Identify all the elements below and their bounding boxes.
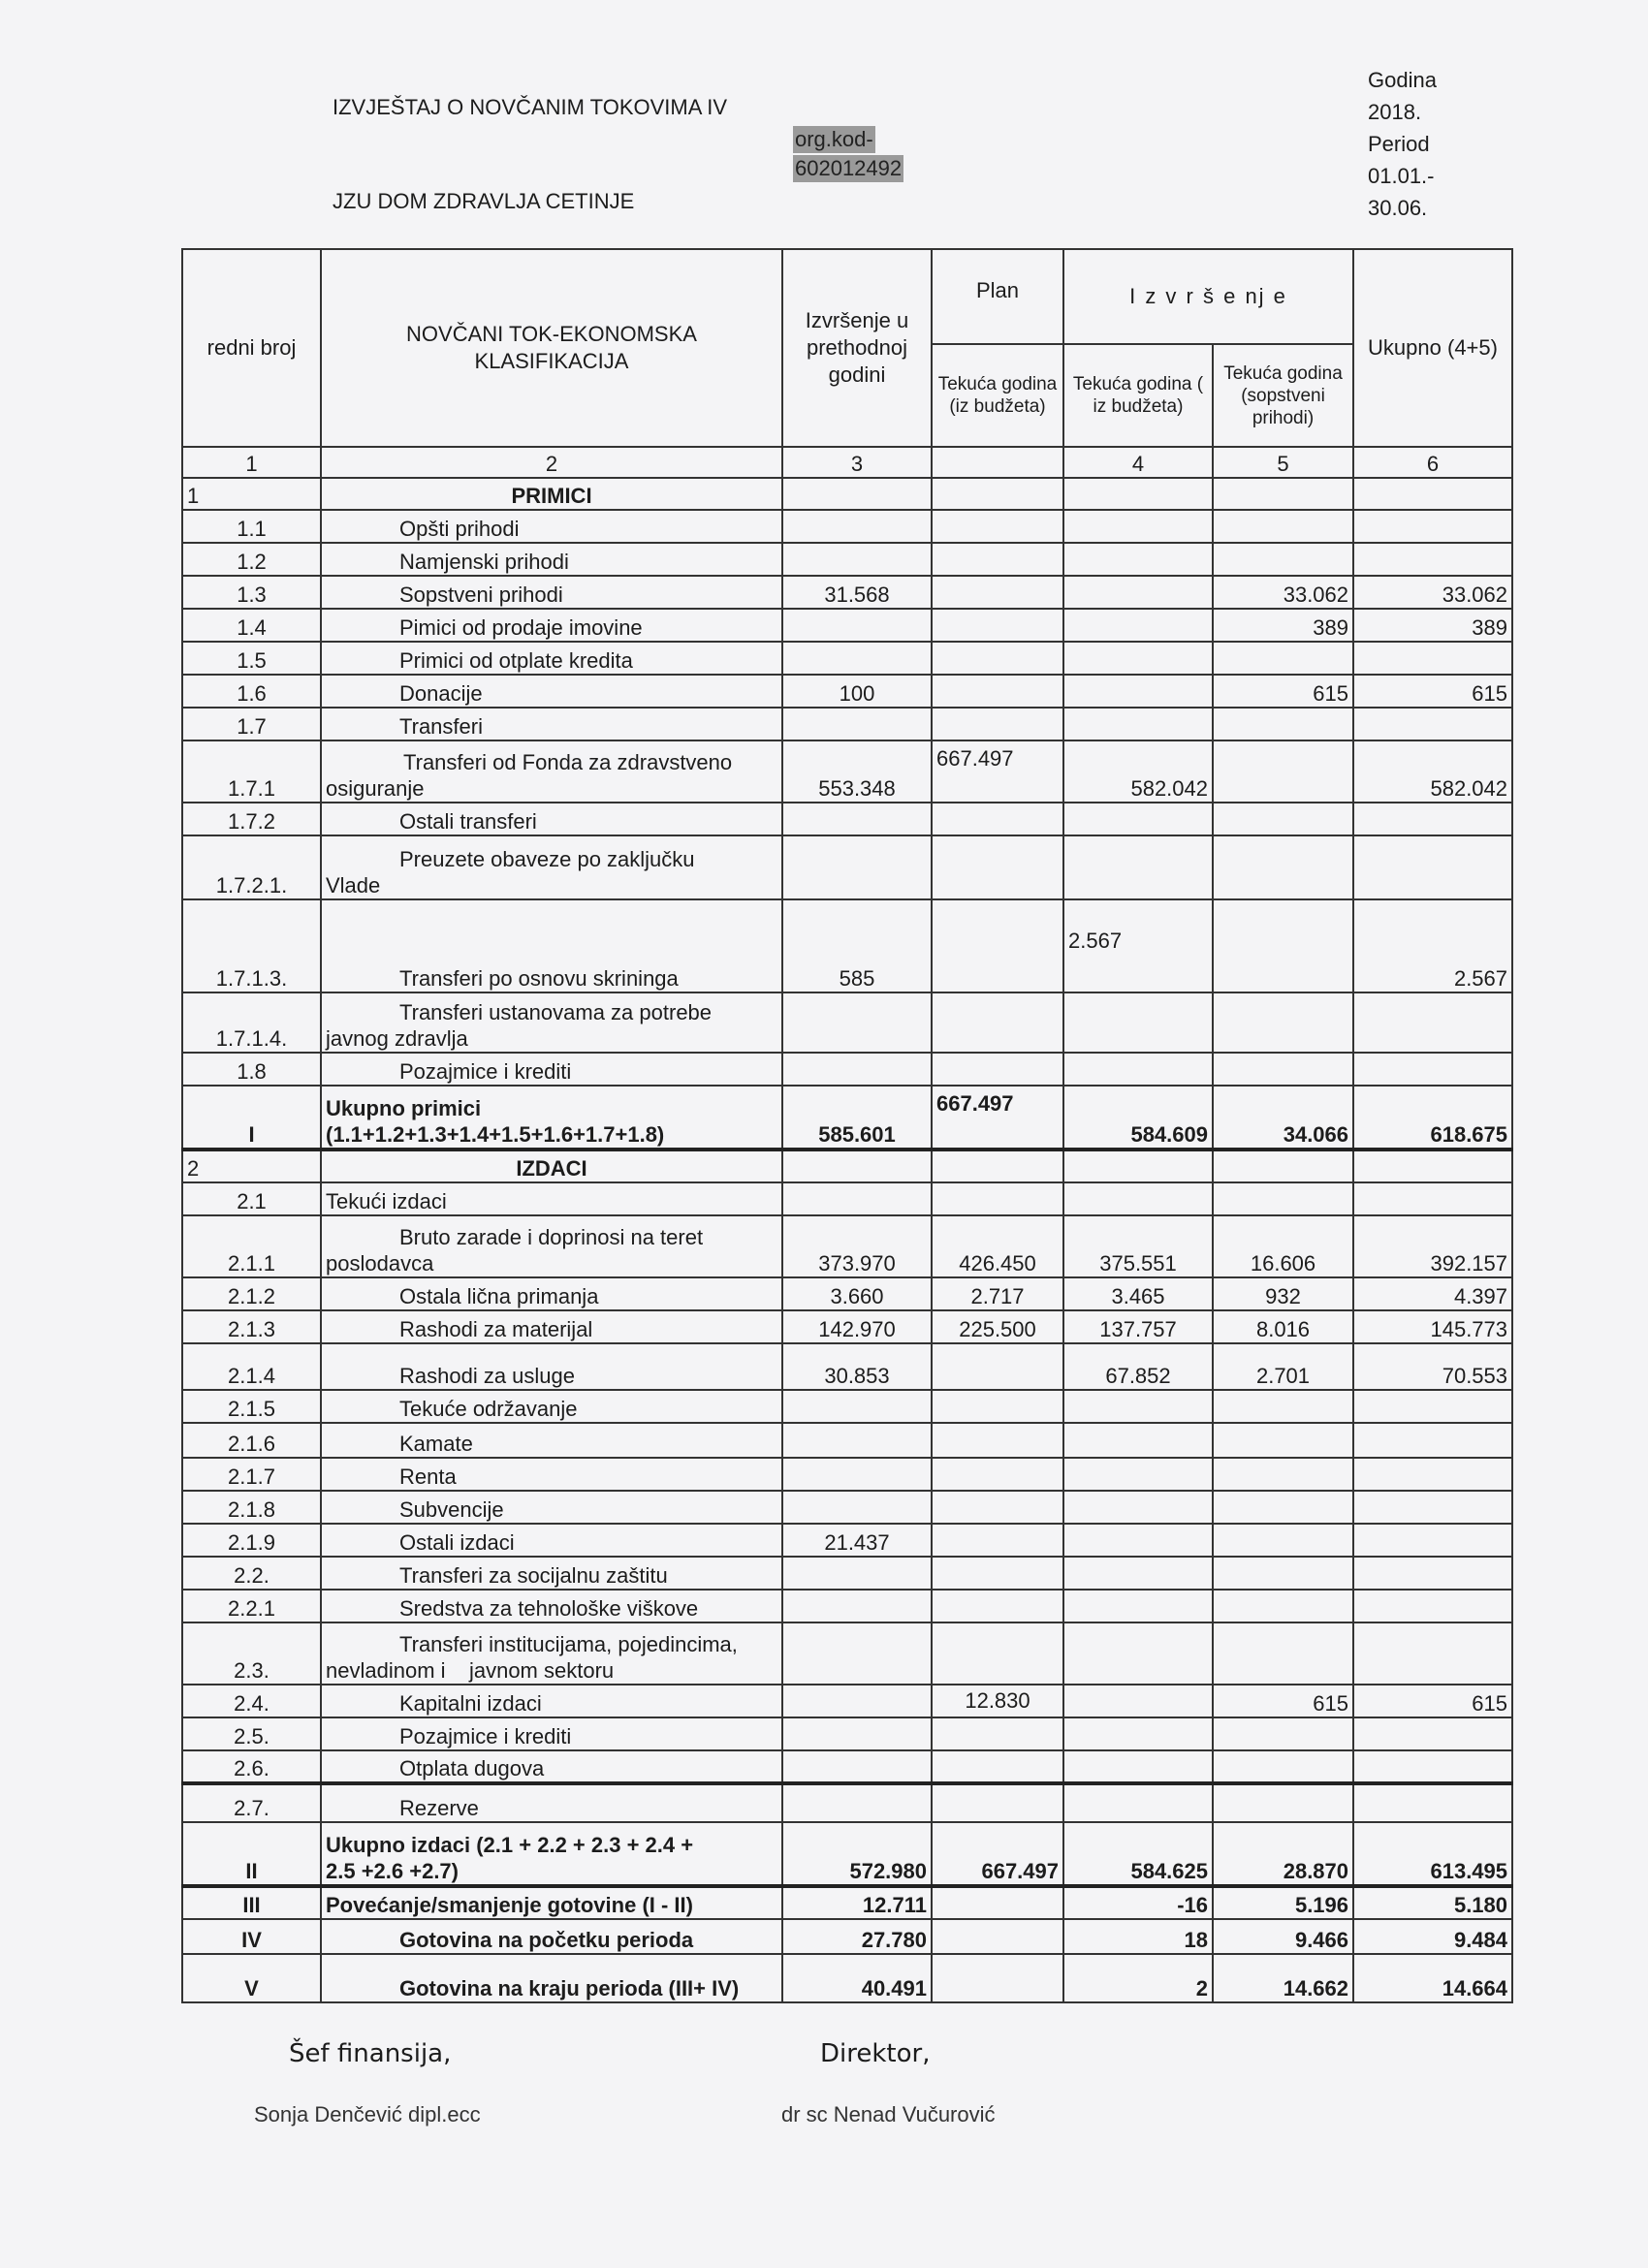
row-number: 2.1.3	[182, 1310, 321, 1343]
plan-value: 12.830	[932, 1685, 1063, 1717]
table-row	[182, 609, 1512, 642]
prev-year-value: 30.853	[782, 1343, 932, 1390]
total-value: 618.675	[1353, 1086, 1512, 1150]
row-label	[321, 1822, 782, 1886]
table-row	[182, 1458, 1512, 1491]
table-row	[182, 1919, 1512, 1954]
row-number: 2.1.7	[182, 1458, 321, 1491]
row-label-line: osiguranje	[326, 776, 425, 801]
budget-value: 375.551	[1063, 1215, 1213, 1277]
table-row	[182, 478, 1512, 510]
prev-year-value: 373.970	[782, 1215, 932, 1277]
section-heading: IZDACI	[321, 1150, 782, 1182]
own-revenue-value: 28.870	[1213, 1822, 1353, 1886]
budget-value: 584.625	[1063, 1822, 1213, 1886]
budget-value: 2.567	[1063, 899, 1213, 992]
col-redni-broj: redni broj	[182, 249, 321, 447]
row-label	[321, 1622, 782, 1685]
row-label: Namjenski prihodi	[321, 543, 782, 576]
total-value: 615	[1353, 675, 1512, 708]
table-row	[182, 835, 1512, 899]
prev-year-value: 12.711	[782, 1886, 932, 1919]
col-klasifikacija: NOVČANI TOK-EKONOMSKA KLASIFIKACIJA	[321, 249, 782, 447]
row-label-line: Ukupno primici	[326, 1096, 482, 1120]
row-number: 2.7.	[182, 1783, 321, 1822]
col-plan-sub: Tekuća godina (iz budžeta)	[932, 344, 1063, 447]
row-number: 2.1.8	[182, 1491, 321, 1524]
total-value: 14.664	[1353, 1954, 1512, 2002]
table-row	[182, 1150, 1512, 1182]
org-code-label: org.kod-	[795, 127, 873, 151]
own-revenue-value: 2.701	[1213, 1343, 1353, 1390]
row-number: 1.1	[182, 510, 321, 543]
row-number: 2.1	[182, 1182, 321, 1215]
row-number: 1.7.2.1.	[182, 835, 321, 899]
column-number-row	[182, 447, 1512, 478]
report-title: IZVJEŠTAJ O NOVČANIM TOKOVIMA IV	[333, 95, 728, 119]
prev-year-value: 21.437	[782, 1524, 932, 1557]
budget-value: 582.042	[1063, 740, 1213, 803]
row-label: Gotovina na početku perioda	[321, 1919, 782, 1954]
row-number: 2.6.	[182, 1750, 321, 1783]
row-number: II	[182, 1822, 321, 1886]
row-label-line: Bruto zarade i doprinosi na teret	[399, 1225, 704, 1249]
row-label: Povećanje/smanjenje gotovine (I - II)	[321, 1886, 782, 1919]
year-label: Godina	[1368, 68, 1437, 92]
row-label-line: Transferi od Fonda za zdravstveno	[403, 750, 733, 774]
row-label-line: javnog zdravlja	[326, 1026, 468, 1051]
table-row	[182, 1524, 1512, 1557]
row-number: 2	[182, 1150, 321, 1182]
row-label	[321, 1215, 782, 1277]
row-label: Transferi	[321, 708, 782, 740]
budget-value: 67.852	[1063, 1343, 1213, 1390]
prev-year-value: 142.970	[782, 1310, 932, 1343]
table-row	[182, 1685, 1512, 1717]
table-row	[182, 543, 1512, 576]
row-number: 1.4	[182, 609, 321, 642]
table-row	[182, 1277, 1512, 1310]
total-value: 615	[1353, 1685, 1512, 1717]
row-label: Rashodi za materijal	[321, 1310, 782, 1343]
row-label-line: 2.5 +2.6 +2.7)	[326, 1859, 459, 1883]
plan-value: 667.497	[932, 1086, 1063, 1150]
budget-value: -16	[1063, 1886, 1213, 1919]
table-row	[182, 1491, 1512, 1524]
table-row	[182, 1590, 1512, 1622]
row-label: Renta	[321, 1458, 782, 1491]
row-label	[321, 835, 782, 899]
row-label: Subvencije	[321, 1491, 782, 1524]
own-revenue-value: 8.016	[1213, 1310, 1353, 1343]
total-value: 389	[1353, 609, 1512, 642]
total-value: 70.553	[1353, 1343, 1512, 1390]
row-number: 2.2.1	[182, 1590, 321, 1622]
row-number: I	[182, 1086, 321, 1150]
row-label: Kamate	[321, 1423, 782, 1458]
row-number: 2.5.	[182, 1717, 321, 1750]
table-row	[182, 1717, 1512, 1750]
table-row	[182, 803, 1512, 835]
row-label-line: Vlade	[326, 873, 381, 898]
row-number: 1.3	[182, 576, 321, 609]
row-number: 1.7.1	[182, 740, 321, 803]
table-row	[182, 1557, 1512, 1590]
period-from: 01.01.-	[1368, 164, 1435, 188]
prev-year-value: 31.568	[782, 576, 932, 609]
col-number	[932, 447, 1063, 478]
row-label: Transferi po osnovu skrininga	[321, 899, 782, 992]
total-value: 33.062	[1353, 576, 1512, 609]
prev-year-value: 553.348	[782, 740, 932, 803]
own-revenue-value: 389	[1213, 609, 1353, 642]
row-label: Sredstva za tehnološke viškove	[321, 1590, 782, 1622]
prev-year-value: 3.660	[782, 1277, 932, 1310]
row-label-line: Preuzete obaveze po zaključku	[399, 847, 695, 871]
table-row	[182, 642, 1512, 675]
table-row	[182, 740, 1512, 803]
row-number: V	[182, 1954, 321, 2002]
table-row	[182, 1390, 1512, 1423]
col-number: 3	[782, 447, 932, 478]
row-number: 1.7.1.4.	[182, 992, 321, 1053]
table-row	[182, 1182, 1512, 1215]
table-row	[182, 675, 1512, 708]
row-label: Pimici od prodaje imovine	[321, 609, 782, 642]
table-row	[182, 1783, 1512, 1822]
col-number: 4	[1063, 447, 1213, 478]
prev-year-value: 27.780	[782, 1919, 932, 1954]
signature-left-title: Šef finansija,	[289, 2039, 452, 2068]
institution-name: JZU DOM ZDRAVLJA CETINJE	[333, 189, 635, 213]
total-value: 392.157	[1353, 1215, 1512, 1277]
col-number: 2	[321, 447, 782, 478]
period-label: Period	[1368, 132, 1430, 156]
row-label: Rezerve	[321, 1783, 782, 1822]
row-number: 2.1.1	[182, 1215, 321, 1277]
row-number: 1.8	[182, 1053, 321, 1086]
row-number: 2.2.	[182, 1557, 321, 1590]
period-block	[1368, 64, 1437, 224]
row-label-line: (1.1+1.2+1.3+1.4+1.5+1.6+1.7+1.8)	[326, 1122, 665, 1147]
table-row	[182, 1215, 1512, 1277]
row-label-line: Transferi ustanovama za potrebe	[399, 1000, 713, 1024]
total-value: 9.484	[1353, 1919, 1512, 1954]
budget-value: 3.465	[1063, 1277, 1213, 1310]
table-row	[182, 708, 1512, 740]
prev-year-value: 40.491	[782, 1954, 932, 2002]
row-label: Pozajmice i krediti	[321, 1717, 782, 1750]
plan-value: 667.497	[932, 740, 1063, 803]
row-number: 2.4.	[182, 1685, 321, 1717]
total-value: 2.567	[1353, 899, 1512, 992]
row-number: 2.1.5	[182, 1390, 321, 1423]
cash-flow-table	[181, 248, 1513, 2003]
total-value: 582.042	[1353, 740, 1512, 803]
plan-value: 225.500	[932, 1310, 1063, 1343]
plan-value: 426.450	[932, 1215, 1063, 1277]
table-row	[182, 992, 1512, 1053]
plan-value: 667.497	[932, 1822, 1063, 1886]
own-revenue-value: 615	[1213, 675, 1353, 708]
col-number: 5	[1213, 447, 1353, 478]
prev-year-value: 585.601	[782, 1086, 932, 1150]
total-value: 5.180	[1353, 1886, 1512, 1919]
table-row	[182, 1954, 1512, 2002]
signature-left-name: Sonja Denčević dipl.ecc	[254, 2102, 481, 2126]
col-plan: Plan	[932, 249, 1063, 344]
row-label: Kapitalni izdaci	[321, 1685, 782, 1717]
own-revenue-value: 932	[1213, 1277, 1353, 1310]
row-label: Ostala lična primanja	[321, 1277, 782, 1310]
col-number: 6	[1353, 447, 1512, 478]
own-revenue-value: 16.606	[1213, 1215, 1353, 1277]
row-number: 1.2	[182, 543, 321, 576]
row-number: 1.5	[182, 642, 321, 675]
col-number: 1	[182, 447, 321, 478]
own-revenue-value: 33.062	[1213, 576, 1353, 609]
row-number: IV	[182, 1919, 321, 1954]
row-label: Opšti prihodi	[321, 510, 782, 543]
row-label-line: Transferi institucijama, pojedincima,	[399, 1632, 738, 1656]
row-number: 1.7	[182, 708, 321, 740]
row-label: Primici od otplate kredita	[321, 642, 782, 675]
row-label: Gotovina na kraju perioda (III+ IV)	[321, 1954, 782, 2002]
row-label: Tekuće održavanje	[321, 1390, 782, 1423]
table-row	[182, 576, 1512, 609]
signature-right-title: Direktor,	[820, 2039, 931, 2068]
org-code: 602012492	[795, 156, 903, 180]
row-number: 1.7.1.3.	[182, 899, 321, 992]
table-row	[182, 1343, 1512, 1390]
row-number: 2.1.4	[182, 1343, 321, 1390]
row-label: Tekući izdaci	[321, 1182, 782, 1215]
row-label	[321, 992, 782, 1053]
own-revenue-value: 34.066	[1213, 1086, 1353, 1150]
budget-value: 584.609	[1063, 1086, 1213, 1150]
period-to: 30.06.	[1368, 196, 1428, 220]
row-label: Ostali izdaci	[321, 1524, 782, 1557]
table-row	[182, 1750, 1512, 1783]
signature-right-name: dr sc Nenad Vučurović	[781, 2102, 996, 2126]
year-value: 2018.	[1368, 100, 1422, 124]
row-number: 1	[182, 478, 321, 510]
table-row	[182, 1622, 1512, 1685]
row-number: 2.1.2	[182, 1277, 321, 1310]
row-label: Sopstveni prihodi	[321, 576, 782, 609]
row-number: 2.1.6	[182, 1423, 321, 1458]
own-revenue-value: 9.466	[1213, 1919, 1353, 1954]
row-label: Transferi za socijalnu zaštitu	[321, 1557, 782, 1590]
prev-year-value: 100	[782, 675, 932, 708]
row-label	[321, 1086, 782, 1150]
col-ukupno: Ukupno (4+5)	[1353, 249, 1512, 447]
row-label: Otplata dugova	[321, 1750, 782, 1783]
budget-value: 18	[1063, 1919, 1213, 1954]
own-revenue-value: 14.662	[1213, 1954, 1353, 2002]
row-label-line: Ukupno izdaci (2.1 + 2.2 + 2.3 + 2.4 +	[326, 1833, 694, 1857]
total-value: 145.773	[1353, 1310, 1512, 1343]
row-label	[321, 740, 782, 803]
row-number: III	[182, 1886, 321, 1919]
total-value: 4.397	[1353, 1277, 1512, 1310]
total-value: 613.495	[1353, 1822, 1512, 1886]
row-label: Ostali transferi	[321, 803, 782, 835]
row-label: Rashodi za usluge	[321, 1343, 782, 1390]
row-number: 2.1.9	[182, 1524, 321, 1557]
prev-year-value: 585	[782, 899, 932, 992]
prev-year-value: 572.980	[782, 1822, 932, 1886]
own-revenue-value: 615	[1213, 1685, 1353, 1717]
table-row	[182, 899, 1512, 992]
table-row	[182, 1423, 1512, 1458]
table-row	[182, 1086, 1512, 1150]
plan-value: 2.717	[932, 1277, 1063, 1310]
row-label-line: nevladinom i javnom sektoru	[326, 1658, 615, 1683]
row-number: 1.6	[182, 675, 321, 708]
budget-value: 137.757	[1063, 1310, 1213, 1343]
table-row	[182, 1053, 1512, 1086]
row-number: 1.7.2	[182, 803, 321, 835]
section-heading: PRIMICI	[321, 478, 782, 510]
row-label: Donacije	[321, 675, 782, 708]
own-revenue-value: 5.196	[1213, 1886, 1353, 1919]
table-row	[182, 1886, 1512, 1919]
col-izv-sopstveni: Tekuća godina (sopstveni prihodi)	[1213, 344, 1353, 447]
row-label-line: poslodavca	[326, 1251, 434, 1276]
row-number: 2.3.	[182, 1622, 321, 1685]
col-prethodna: Izvršenje u prethodnoj godini	[782, 249, 932, 447]
table-row	[182, 1310, 1512, 1343]
budget-value: 2	[1063, 1954, 1213, 2002]
col-izv-budzet: Tekuća godina ( iz budžeta)	[1063, 344, 1213, 447]
table-row	[182, 1822, 1512, 1886]
row-label: Pozajmice i krediti	[321, 1053, 782, 1086]
col-izvrsenje: I z v r š e nj e	[1063, 249, 1353, 344]
table-row	[182, 510, 1512, 543]
